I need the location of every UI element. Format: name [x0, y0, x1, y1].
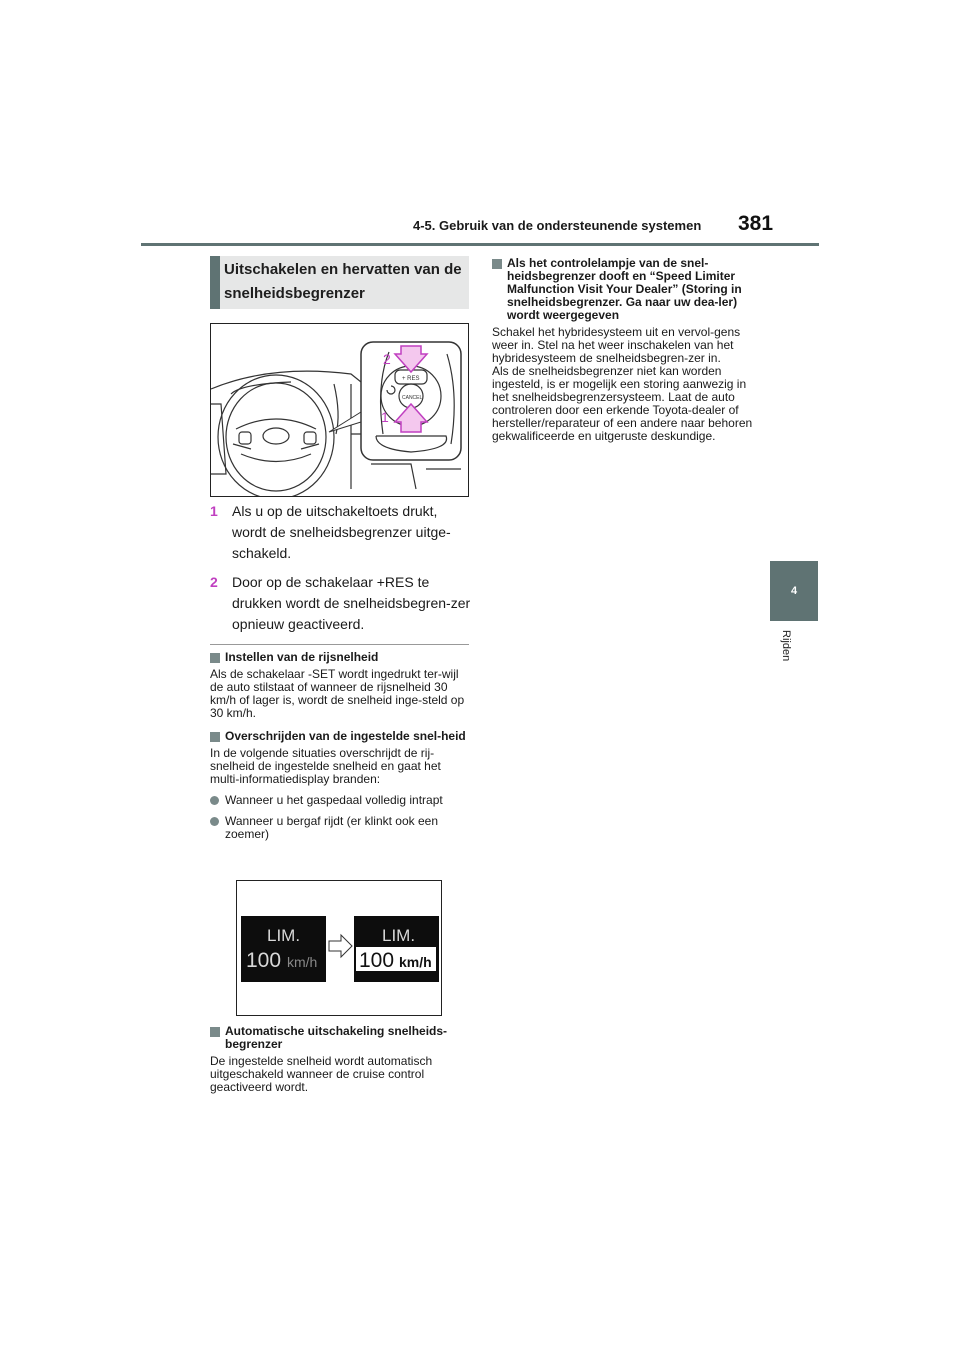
marker-2: 2	[383, 351, 391, 367]
step-item	[210, 501, 472, 564]
round-bullet-icon	[210, 817, 219, 826]
paragraph: Als de snelheidsbegrenzer niet kan worden ingesteld, is er mogelijk een storing aanwezig in het snelheidsbegrenzersysteem. Laat de auto controleren door een erkende Toyota-dealer of hersteller/reparateur of een andere naar behoren gekwalificeerde en uitgeruste deskundige.	[492, 364, 753, 443]
step-text: Door op de schakelaar +RES te drukken wordt de snelheidsbegren-zer opnieuw geactiveerd.	[232, 574, 471, 632]
step-item	[210, 572, 472, 635]
steering-wheel-figure	[210, 323, 469, 497]
left-subsections	[210, 651, 472, 849]
subheading-auto-cancel	[210, 1025, 472, 1051]
subheading-text: Automatische uitschakeling snelheids-begrenzer	[225, 1024, 448, 1051]
section-heading-bar	[210, 256, 220, 309]
subheading-text: Overschrijden van de ingestelde snel-heid	[225, 729, 466, 743]
subheading-speed-setting	[210, 651, 472, 664]
chapter-tab-number: 4	[790, 585, 798, 597]
square-bullet-icon	[210, 732, 220, 742]
bullet-text: Wanneer u bergaf rijdt (er klinkt ook een zoemer)	[225, 814, 438, 841]
lim-display-figure	[236, 880, 442, 1016]
chapter-tab[interactable]	[770, 561, 818, 621]
paragraph: Schakel het hybridesysteem uit en vervol-gens weer in. Stel na het weer inschakelen van het hybridesysteem de snelheidsbegren-zer in.	[492, 325, 741, 365]
paragraph: In de volgende situaties overschrijdt de rij-snelheid de ingestelde snelheid en gaat het multi-informatiedisplay branden:	[210, 746, 441, 786]
steering-wheel-illustration	[211, 324, 468, 496]
step-number: 1	[210, 503, 218, 519]
lim-value: 100	[359, 949, 395, 972]
cancel-label: CANCEL	[402, 395, 423, 401]
chapter-heading: 4-5. Gebruik van de ondersteunende systemen	[413, 218, 702, 233]
lim-unit: km/h	[287, 954, 318, 970]
res-label: + RES	[402, 376, 420, 382]
chapter-tab-label: Rijden	[780, 630, 792, 662]
square-bullet-icon	[492, 259, 502, 269]
paragraph: De ingestelde snelheid wordt automatisch uitgeschakeld wanneer de cruise control geactiveerd wordt.	[210, 1054, 433, 1094]
subheading-exceed-speed	[210, 730, 472, 743]
paragraph: Als de schakelaar -SET wordt ingedrukt ter-wijl de auto stilstaat of wanneer de rijsnelheid 30 km/h of lager is, wordt de snelheid inge-steld op 30 km/h.	[210, 667, 465, 720]
lim-label: LIM.	[267, 926, 301, 945]
page-number: 381	[738, 212, 774, 235]
square-bullet-icon	[210, 1027, 220, 1037]
right-column	[492, 257, 754, 451]
step-list	[210, 501, 472, 643]
lim-value: 100	[246, 949, 282, 972]
section-heading: Uitschakelen en hervatten van de snelheidsbegrenzer	[224, 261, 462, 302]
lim-label: LIM.	[382, 926, 416, 945]
left-auto-cancel	[210, 1025, 472, 1102]
bullet-item	[210, 794, 472, 807]
step-number: 2	[210, 574, 218, 590]
subheading-malfunction	[492, 257, 754, 322]
step-text: Als u op de uitschakeltoets drukt, wordt de snelheidsbegrenzer uitge-schakeld.	[232, 503, 451, 561]
lim-unit: km/h	[399, 954, 432, 970]
square-bullet-icon	[210, 653, 220, 663]
bullet-item	[210, 815, 472, 841]
subheading-text: Als het controlelampje van de snel-heidsbegrenzer dooft en “Speed Limiter Malfunction Visit Your Dealer” (Storing in snelheidsbegrenzer. Ga naar uw dea-ler) wordt weergegeven	[507, 256, 742, 322]
header-rule	[141, 243, 819, 246]
right-arrow-icon	[329, 935, 352, 957]
bullet-text: Wanneer u het gaspedaal volledig intrapt	[225, 793, 443, 807]
round-bullet-icon	[210, 796, 219, 805]
lim-display-illustration	[237, 881, 441, 1015]
subheading-text: Instellen van de rijsnelheid	[225, 650, 379, 664]
marker-1: 1	[381, 409, 389, 425]
section-divider	[210, 644, 469, 645]
